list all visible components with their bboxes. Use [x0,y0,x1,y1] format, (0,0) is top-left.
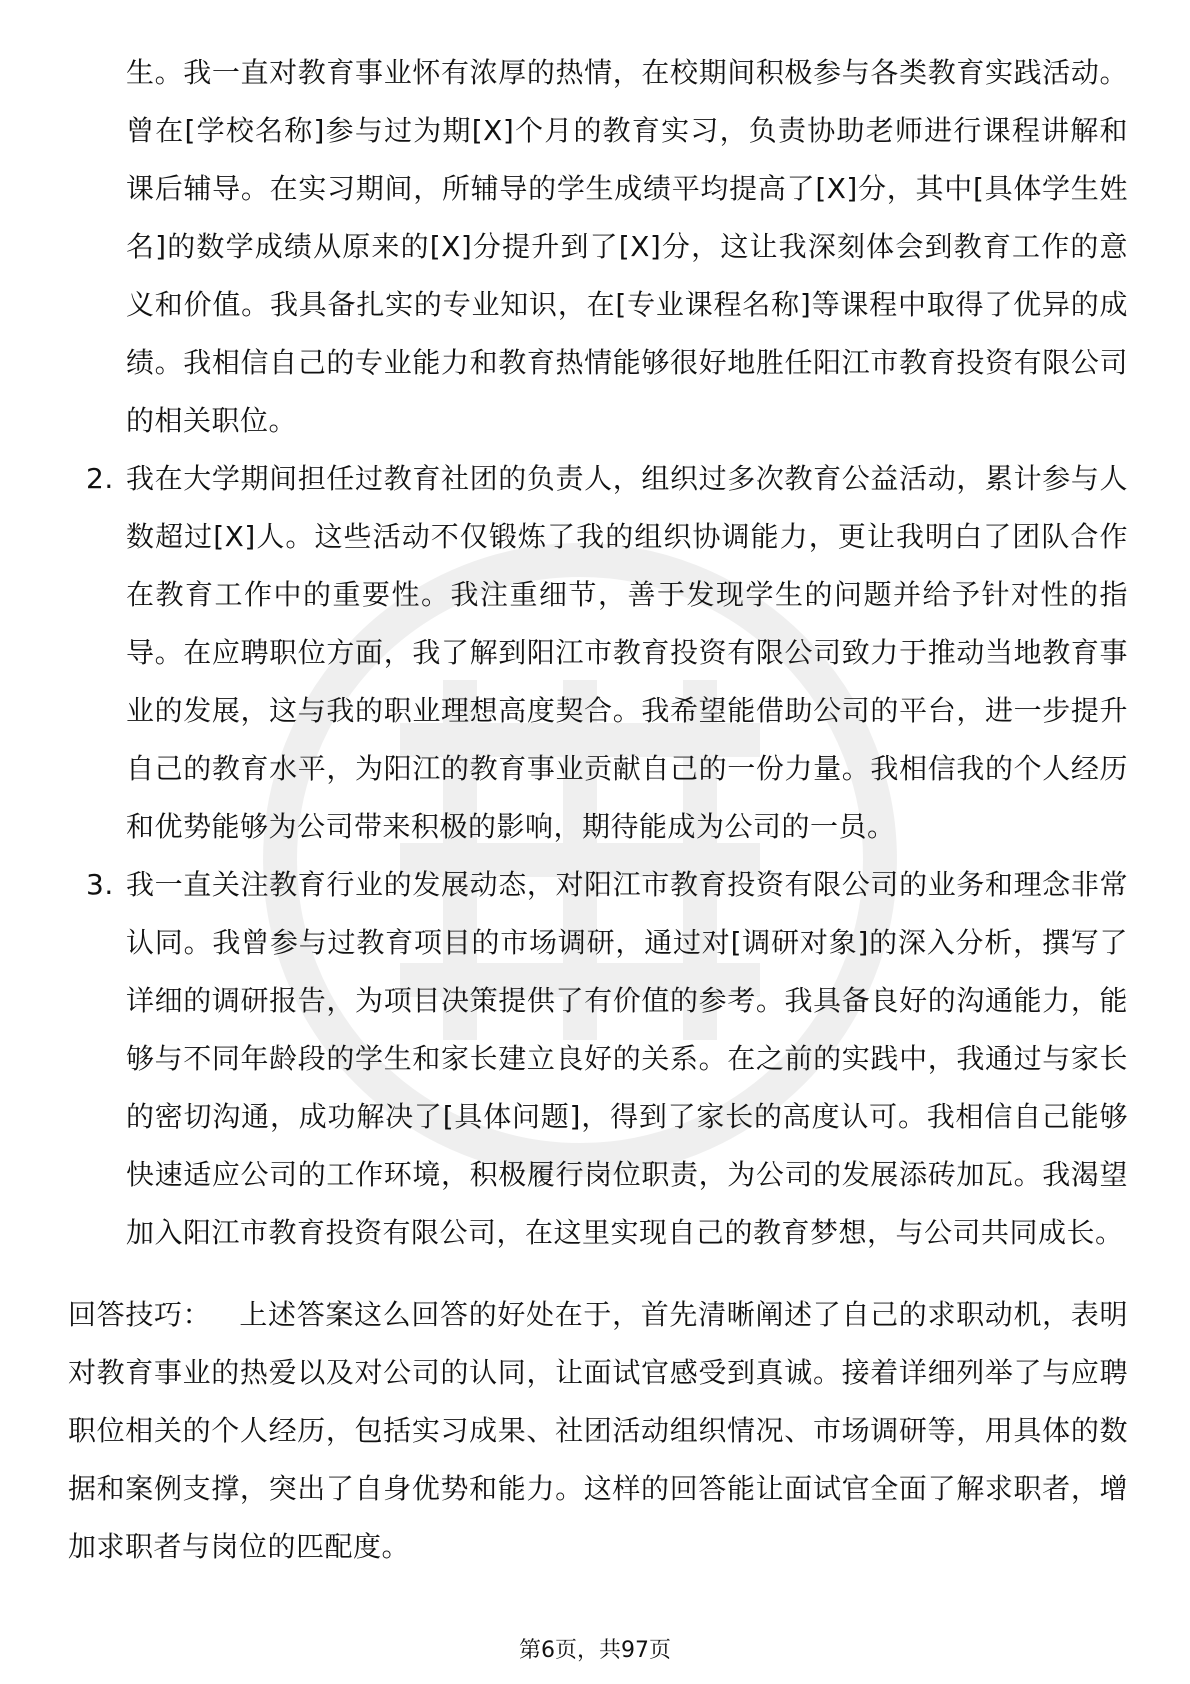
list-item-2 [68,450,1128,856]
continuation-paragraph: 生。我一直对教育事业怀有浓厚的热情，在校期间积极参与各类教育实践活动。曾在[学校名称]参与过为期[X]个月的教育实习，负责协助老师进行课程讲解和课后辅导。在实习期间，所辅导的学生成绩平均提高了[X]分，其中[具体学生姓名]的数学成绩从原来的[X]分提升到了[X]分，这让我深刻体会到教育工作的意义和价值。我具备扎实的专业知识，在[专业课程名称]等课程中取得了优异的成绩。我相信自己的专业能力和教育热情能够很好地胜任阳江市教育投资有限公司的相关职位。 [126,56,1128,437]
list-number: 3. [86,868,114,901]
tips-paragraph [68,1286,1128,1576]
list-number: 2. [86,462,114,495]
tips-label: 回答技巧： [68,1298,212,1331]
list-item-3 [68,856,1128,1262]
section-spacer [68,1262,1128,1286]
list-item-text: 我在大学期间担任过教育社团的负责人，组织过多次教育公益活动，累计参与人数超过[X]人。这些活动不仅锻炼了我的组织协调能力，更让我明白了团队合作在教育工作中的重要性。我注重细节，善于发现学生的问题并给予针对性的指导。在应聘职位方面，我了解到阳江市教育投资有限公司致力于推动当地教育事业的发展，这与我的职业理想高度契合。我希望能借助公司的平台，进一步提升自己的教育水平，为阳江的教育事业贡献自己的一份力量。我相信我的个人经历和优势能够为公司带来积极的影响，期待能成为公司的一员。 [126,462,1128,843]
page-number: 第6页，共97页 [519,1638,671,1663]
tips-text: 上述答案这么回答的好处在于，首先清晰阐述了自己的求职动机，表明对教育事业的热爱以及对公司的认同，让面试官感受到真诚。接着详细列举了与应聘职位相关的个人经历，包括实习成果、社团活动组织情况、市场调研等，用具体的数据和案例支撑，突出了自身优势和能力。这样的回答能让面试官全面了解求职者，增加求职者与岗位的匹配度。 [68,1298,1128,1563]
document-body [68,44,1128,1576]
list-item-text: 我一直关注教育行业的发展动态，对阳江市教育投资有限公司的业务和理念非常认同。我曾参与过教育项目的市场调研，通过对[调研对象]的深入分析，撰写了详细的调研报告，为项目决策提供了有价值的参考。我具备良好的沟通能力，能够与不同年龄段的学生和家长建立良好的关系。在之前的实践中，我通过与家长的密切沟通，成功解决了[具体问题]，得到了家长的高度认可。我相信自己能够快速适应公司的工作环境，积极履行岗位职责，为公司的发展添砖加瓦。我渴望加入阳江市教育投资有限公司，在这里实现自己的教育梦想，与公司共同成长。 [126,868,1128,1249]
